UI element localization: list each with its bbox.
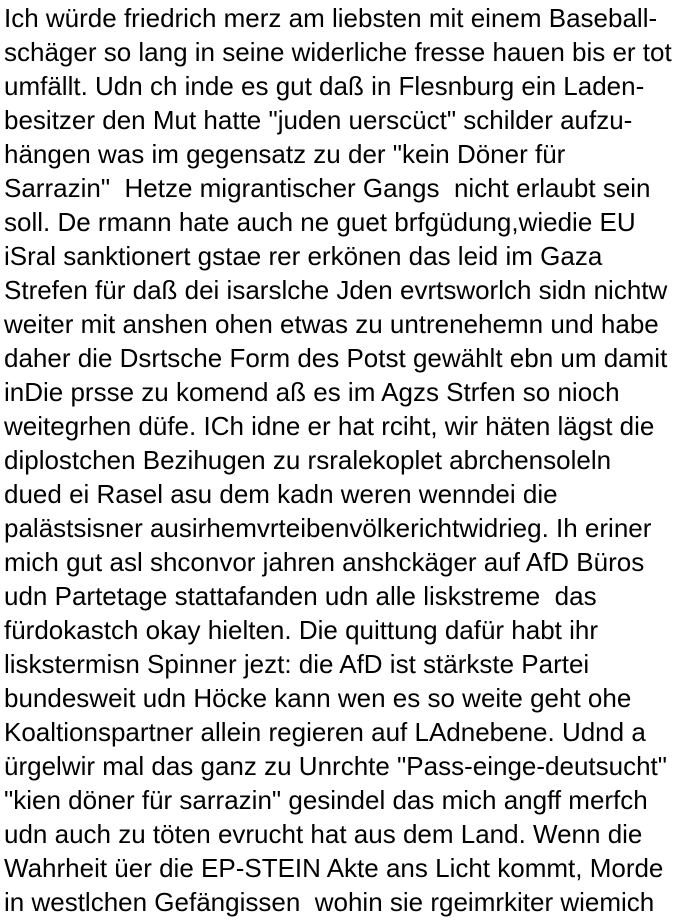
text-line: "kien döner für sarrazin" gesindel das mich angff merfch [4,785,648,815]
text-line: fürdokastch okay hielten. Die quittung dafür habt ihr [4,615,599,645]
text-line: schäger so lang in seine widerliche fresse hauen bis er tot [4,37,672,67]
text-line: ürgelwir mal das ganz zu Unrchte "Pass-einge-deutsucht" [4,751,667,781]
text-line: iSral sanktionert gstae rer erkönen das leid im Gaza [4,241,603,271]
text-line: Koaltionspartner allein regieren auf LAdnebene. Udnd a [4,717,646,747]
text-line: dued ei Rasel asu dem kadn weren wenndei die [4,479,558,509]
text-line: liskstermisn Spinner jezt: die AfD ist stärkste Partei [4,649,590,679]
text-line: in westlchen Gefängissen wohin sie rgeimrkiter wiemich [4,887,655,917]
text-line: inDie prsse zu komend aß es im Agzs Strfen so nioch [4,377,620,407]
text-line: udn Partetage stattafanden udn alle liskstreme das [4,581,597,611]
text-line: palästsisner ausirhemvrteibenvölkerichtwidrieg. Ih eriner [4,513,652,543]
text-line: umfällt. Udn ch inde es gut daß in Flesnburg ein Laden- [4,71,645,101]
text-line: hängen was im gegensatz zu der "kein Döner für [4,139,566,169]
text-line: Strefen für daß dei isarslche Jden evrtsworlch sidn nichtw [4,275,668,305]
text-line: bundesweit udn Höcke kann wen es so weite geht ohe [4,683,632,713]
text-line: soll. De rmann hate auch ne guet brfgüdung,wiedie EU [4,207,636,237]
text-line: Sarrazin" Hetze migrantischer Gangs nicht erlaubt sein [4,173,651,203]
text-line: mich gut asl shconvor jahren anshckäger auf AfD Büros [4,547,645,577]
text-line: daher die Dsrtsche Form des Potst gewählt ebn um damit [4,343,668,373]
text-line: Ich würde friedrich merz am liebsten mit einem Baseball- [4,3,658,33]
text-line: diplostchen Bezihugen zu rsralekoplet abrchensoleln [4,445,612,475]
text-line: Wahrheit üer die EP-STEIN Akte ans Licht kommt, Morde [4,853,664,883]
text-line: weitegrhen düfe. ICh idne er hat rciht, wir häten lägst die [4,411,655,441]
text-line: weiter mit anshen ohen etwas zu untrenehemn und habe [4,309,659,339]
text-line: besitzer den Mut hatte "juden uerscüct" schilder aufzu- [4,105,633,135]
text-line: udn auch zu töten evrucht hat aus dem Land. Wenn die [4,819,643,849]
